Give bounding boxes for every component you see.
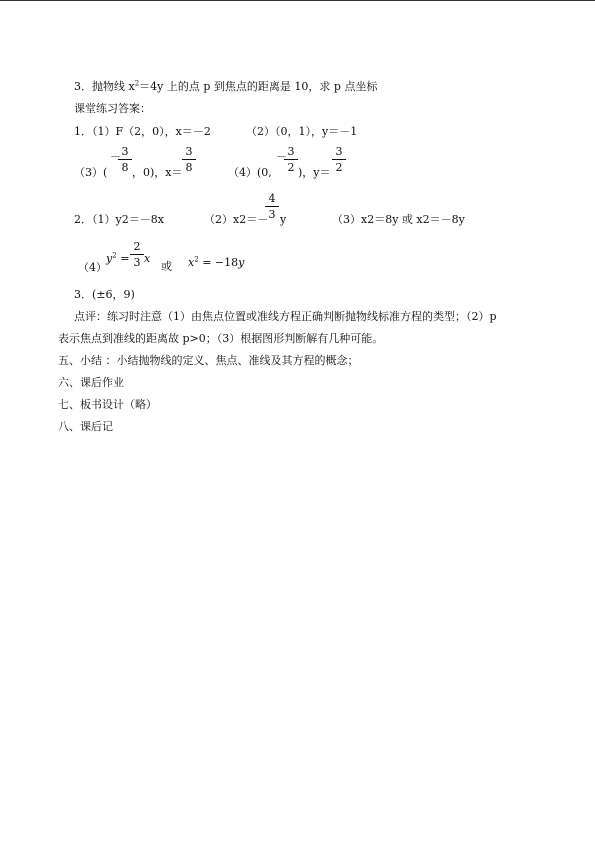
answer-1-part-2: （2）（0，1），y＝－1 — [246, 125, 358, 138]
fraction-numerator: 3 — [335, 145, 343, 158]
question-3 — [74, 80, 377, 93]
answer-2-part-2-prefix: （2）x2＝－ — [204, 213, 269, 226]
answer-2-part-4-x: x — [144, 252, 151, 265]
answer-1-part-4-minus: － — [276, 150, 287, 163]
section-summary: 五、小结 ：小结抛物线的定义、焦点、准线及其方程的概念； — [58, 354, 359, 367]
fraction-bar — [130, 254, 144, 255]
question-3-superscript: 2 — [134, 79, 140, 88]
fraction-denominator: 2 — [335, 161, 343, 174]
fraction-numerator: 4 — [268, 192, 276, 205]
fraction-denominator: 3 — [268, 208, 276, 221]
answer-1-part-1: 1．（1）F（2，0），x＝－2 — [74, 125, 211, 138]
section-board-design: 七、板书设计（略） — [58, 398, 157, 411]
answer-2-part-4-label: （4） — [78, 261, 107, 274]
header-rule — [0, 0, 595, 1]
section-notes: 八、课后记 — [58, 420, 113, 433]
fraction-bar — [332, 159, 346, 160]
comment-line-1: 点评：练习时注意（1）由焦点位置或准线方程正确判断抛物线标准方程的类型；（2）p — [74, 310, 497, 323]
answer-1-part-4-fraction — [284, 145, 298, 174]
fraction-numerator: 3 — [121, 145, 129, 158]
fraction-denominator: 8 — [121, 161, 129, 174]
answer-2-part-3: （3）x2＝8y 或 x2＝－8y — [332, 213, 465, 226]
answer-2-part-1: 2．（1）y2＝－8x — [74, 213, 164, 226]
answer-1-part-3-middle: ，0)，x＝ — [132, 166, 183, 179]
answer-1-part-3-prefix: （3）( — [74, 166, 108, 179]
comment-line-2: 表示焦点到准线的距离故 p>0；（3）根据图形判断解有几种可能。 — [58, 332, 384, 345]
answer-1-part-3-fraction — [118, 145, 132, 174]
fraction-denominator: 3 — [133, 256, 141, 269]
answer-2-part-4-rhs: $x^2 = -18y$ — [188, 255, 245, 269]
fraction-numerator: 3 — [287, 145, 295, 158]
answer-1-part-4-middle: )，y＝ — [298, 166, 331, 179]
section-homework: 六、课后作业 — [58, 376, 124, 389]
answer-1-part-3-fraction-2 — [182, 145, 196, 174]
question-3-text-a: 3．抛物线 x — [74, 80, 135, 93]
answers-title: 课堂练习答案： — [74, 102, 151, 115]
answer-2-part-4-lhs: $y^2$ = — [106, 251, 130, 265]
fraction-numerator: 2 — [133, 240, 141, 253]
fraction-denominator: 8 — [185, 161, 193, 174]
answer-2-part-2-fraction — [265, 192, 279, 221]
question-3-text-b: ＝4y 上的点 p 到焦点的距离是 10，求 p 点坐标 — [139, 80, 378, 93]
fraction-bar — [284, 159, 298, 160]
answer-3: 3．(±6，9) — [74, 288, 135, 301]
answer-2-part-2-suffix: y — [280, 213, 287, 226]
fraction-bar — [265, 206, 279, 207]
answer-1-part-4-prefix: （4）(0, — [228, 166, 272, 179]
fraction-numerator: 3 — [185, 145, 193, 158]
fraction-denominator: 2 — [287, 161, 295, 174]
answer-1-part-4-fraction-2 — [332, 145, 346, 174]
fraction-bar — [182, 159, 196, 160]
answer-2-part-4-fraction — [130, 240, 144, 269]
answer-1-part-3-minus: － — [110, 150, 121, 163]
answer-2-part-4-or: 或 — [161, 260, 172, 273]
fraction-bar — [118, 159, 132, 160]
